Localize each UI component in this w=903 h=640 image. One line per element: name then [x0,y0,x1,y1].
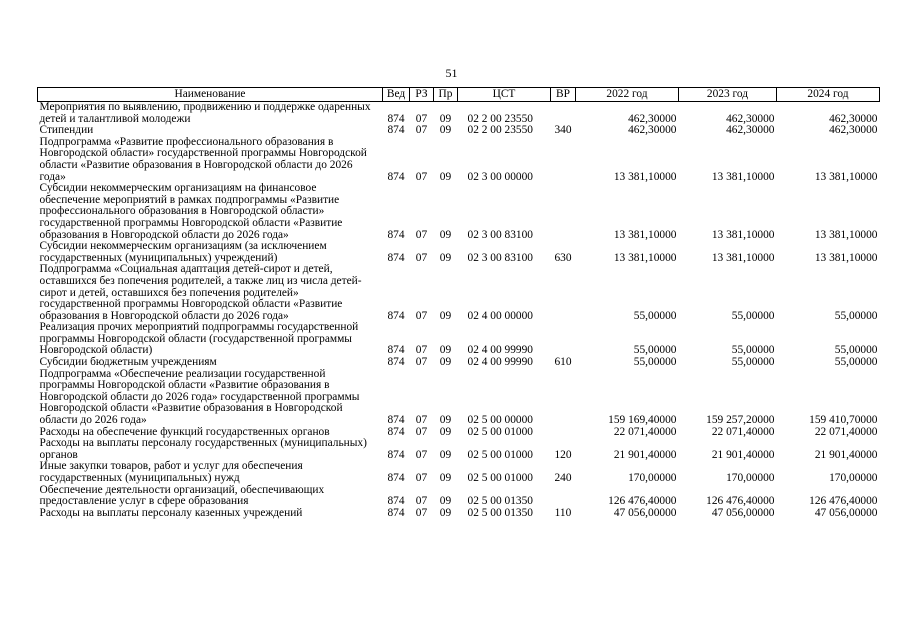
row-2023: 462,30000 [726,124,775,137]
row-rz: 07 [415,495,428,508]
row-pr: 09 [439,309,452,322]
row-2022: 170,00000 [628,472,677,484]
row-rz: 07 [415,251,428,264]
row-2024: 170,00000 [829,472,878,484]
row-2022: 55,00000 [633,356,677,369]
row-name: Расходы на выплаты персоналу государственных (муниципальных) органов [39,437,367,461]
row-cst: 02 3 00 83100 [467,228,533,241]
row-cst: 02 5 00 01000 [467,448,533,461]
row-ved: 874 [387,356,405,369]
row-name: Расходы на выплаты персоналу казенных учреждений [39,506,303,519]
row-name: Подпрограмма «Развитие профессионального образования в Новгородской области» государственной программы Новгородской области «Развитие образования в Новгородской области до 2026 года» [39,135,367,183]
row-vr [551,102,576,126]
row-ved: 874 [387,425,405,438]
row-name: Субсидии некоммерческим организациям (за исключением государственных (муниципальных) учреждений) [39,240,327,264]
row-name: Стипендии [39,124,94,137]
table-row [38,461,880,484]
row-rz: 07 [415,228,428,241]
row-2023: 13 381,10000 [711,228,775,241]
row-ved: 874 [387,506,405,519]
row-ved: 874 [387,414,405,427]
table-row [38,485,880,508]
table-row [38,241,880,264]
row-pr: 09 [439,228,452,241]
row-ved: 874 [387,448,405,461]
row-2024: 55,00000 [834,309,878,322]
row-rz: 07 [415,506,428,519]
row-2024: 159 410,70000 [809,414,878,427]
row-2023: 13 381,10000 [711,170,775,183]
row-vr [551,264,576,322]
col-header-2024: 2024 год [777,88,880,102]
row-vr: 240 [554,472,572,484]
row-vr: 630 [554,251,572,264]
row-2022: 47 056,00000 [613,506,677,519]
row-2022: 55,00000 [633,344,677,357]
row-2024: 13 381,10000 [814,228,878,241]
row-rz: 07 [415,112,428,125]
row-name: Подпрограмма «Обеспечение реализации государственной программы Новгородской области «Развитие образования в Новгородской области до 2026 года» государственной программы Новгородской области «Развитие образования в Новгородской области до 2026 года» [39,367,360,427]
row-2024: 126 476,40000 [809,495,878,508]
row-cst: 02 5 00 01000 [467,425,533,438]
row-vr [551,322,576,357]
row-pr: 09 [439,448,452,461]
table-row [38,183,880,241]
col-header-pr: Пр [434,88,458,102]
row-rz: 07 [415,448,428,461]
row-rz: 07 [415,170,428,183]
row-vr [551,183,576,241]
row-2024: 55,00000 [834,344,878,357]
row-2022: 13 381,10000 [613,251,677,264]
row-2024: 22 071,40000 [814,425,878,438]
row-pr: 09 [439,356,452,369]
row-2022: 55,00000 [633,309,677,322]
row-2024: 462,30000 [829,112,878,125]
row-cst: 02 4 00 99990 [467,344,533,357]
table-row [38,264,880,322]
table-row [38,137,880,183]
row-2024: 462,30000 [829,124,878,137]
row-cst: 02 3 00 83100 [467,251,533,264]
row-2023: 159 257,20000 [706,414,775,427]
row-2022: 462,30000 [628,124,677,137]
row-2023: 462,30000 [726,112,775,125]
row-2023: 55,00000 [731,344,775,357]
row-2022: 126 476,40000 [608,495,677,508]
row-2022: 462,30000 [628,112,677,125]
row-cst: 02 5 00 00000 [467,414,533,427]
row-name: Подпрограмма «Социальная адаптация детей-сирот и детей, оставшихся без попечения родителей, а также лиц из числа детей-сирот и детей, оставшихся без попечения родителей» государственной программы Новгородской области «Развитие образования в Новгородской области до 2026 года» [39,263,362,322]
col-header-2023: 2023 год [679,88,777,102]
row-ved: 874 [387,251,405,264]
row-2023: 170,00000 [726,472,775,484]
col-header-ved: Вед [383,88,410,102]
row-vr: 120 [554,448,572,461]
row-cst: 02 5 00 01350 [467,506,533,519]
row-2024: 21 901,40000 [814,448,878,461]
row-2023: 55,00000 [731,356,775,369]
budget-table [37,87,880,519]
row-rz: 07 [415,414,428,427]
row-rz: 07 [415,472,428,484]
row-2022: 21 901,40000 [613,448,677,461]
row-name: Обеспечение деятельности организаций, обеспечивающих предоставление услуг в сфере образования [39,483,325,508]
table-row [38,322,880,357]
row-pr: 09 [439,506,452,519]
page-number: 51 [445,66,458,80]
col-header-cst: ЦСТ [458,88,551,102]
table-header-row [38,88,880,102]
row-cst: 02 2 00 23550 [467,112,533,125]
row-name: Расходы на обеспечение функций государственных органов [39,425,330,438]
row-pr: 09 [439,251,452,264]
row-name: Субсидии бюджетным учреждениям [39,356,217,369]
row-pr: 09 [439,112,452,125]
row-pr: 09 [439,425,452,438]
table-row [38,438,880,461]
row-vr: 610 [554,356,572,369]
row-2024: 55,00000 [834,356,878,369]
row-ved: 874 [387,472,405,484]
table-row [38,357,880,369]
row-name: Реализация прочих мероприятий подпрограммы государственной программы Новгородской области (государственной программы Новгородской области) [39,321,359,357]
row-name: Иные закупки товаров, работ и услуг для обеспечения государственных (муниципальных) нужд [39,460,303,484]
row-2023: 55,00000 [731,309,775,322]
row-pr: 09 [439,414,452,427]
row-2023: 47 056,00000 [711,506,775,519]
row-pr: 09 [439,344,452,357]
row-pr: 09 [439,495,452,508]
row-rz: 07 [415,344,428,357]
row-vr [551,369,576,427]
col-header-2022: 2022 год [576,88,679,102]
row-vr [551,485,576,508]
col-header-rz: РЗ [410,88,434,102]
row-2022: 13 381,10000 [613,170,677,183]
row-rz: 07 [415,425,428,438]
table-row [38,102,880,126]
row-cst: 02 4 00 99990 [467,356,533,369]
row-cst: 02 5 00 01000 [467,472,533,484]
row-rz: 07 [415,124,428,137]
row-2022: 22 071,40000 [613,425,677,438]
row-2023: 126 476,40000 [706,495,775,508]
row-pr: 09 [439,170,452,183]
row-2023: 13 381,10000 [711,251,775,264]
row-vr [551,427,576,439]
row-pr: 09 [439,124,452,137]
row-2023: 21 901,40000 [711,448,775,461]
row-ved: 874 [387,124,405,137]
row-vr [551,137,576,183]
row-cst: 02 5 00 01350 [467,495,533,508]
row-2022: 13 381,10000 [613,228,677,241]
row-name: Мероприятия по выявлению, продвижению и поддержке одаренных детей и талантливой молодежи [39,101,371,125]
col-header-vr: ВР [551,88,576,102]
row-2023: 22 071,40000 [711,425,775,438]
table-row [38,508,880,520]
row-2024: 13 381,10000 [814,251,878,264]
row-2022: 159 169,40000 [608,414,677,427]
row-cst: 02 2 00 23550 [467,124,533,137]
row-ved: 874 [387,309,405,322]
row-vr: 110 [554,506,572,519]
table-row [38,369,880,427]
row-ved: 874 [387,112,405,125]
row-vr: 340 [554,124,572,137]
row-cst: 02 4 00 00000 [467,309,533,322]
row-2024: 13 381,10000 [814,170,878,183]
row-pr: 09 [439,472,452,484]
row-ved: 874 [387,344,405,357]
row-2024: 47 056,00000 [814,506,878,519]
row-ved: 874 [387,495,405,508]
row-name: Субсидии некоммерческим организациям на финансовое обеспечение мероприятий в рамках подпрограммы «Развитие профессионального образования в Новгородской области» государственной программы Новгородской области «Развитие образования в Новгородской области до 2026 года» [39,182,343,241]
row-cst: 02 3 00 00000 [467,170,533,183]
col-header-name: Наименование [38,88,383,102]
row-rz: 07 [415,309,428,322]
row-ved: 874 [387,228,405,241]
row-ved: 874 [387,170,405,183]
row-rz: 07 [415,356,428,369]
